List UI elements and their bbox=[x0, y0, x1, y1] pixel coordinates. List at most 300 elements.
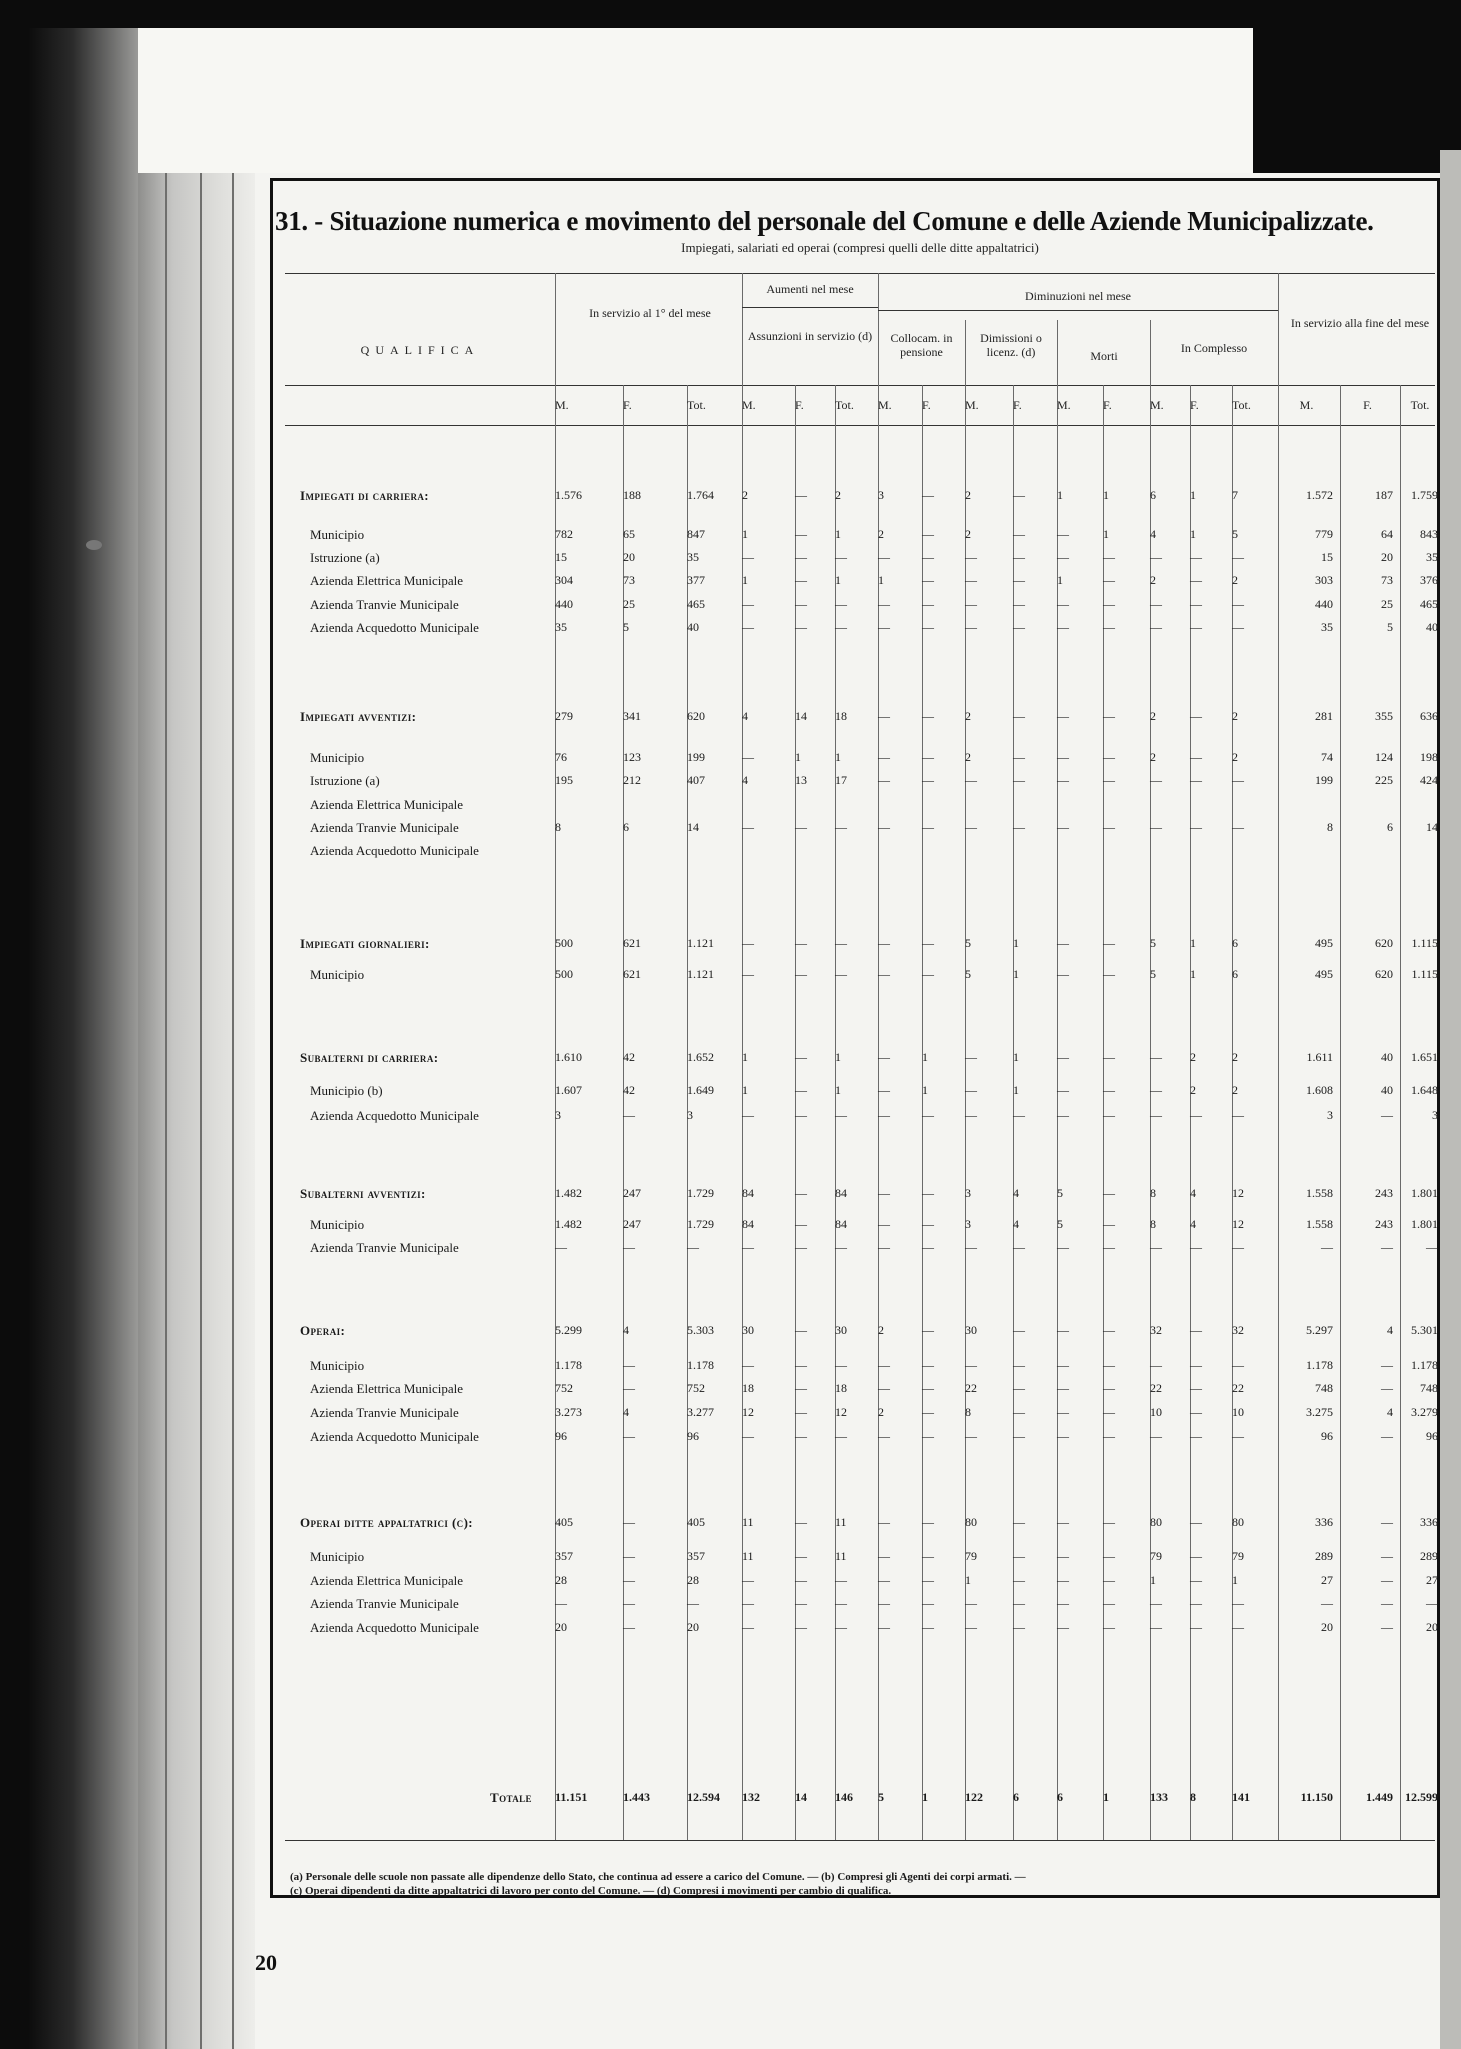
row-label: Azienda Elettrica Municipale bbox=[310, 573, 464, 588]
table-cell: 4 bbox=[1190, 1186, 1196, 1200]
row-label: Istruzione (a) bbox=[310, 550, 380, 565]
table-cell: — bbox=[1150, 1358, 1162, 1372]
table-cell: 3 bbox=[687, 1108, 693, 1122]
table-cell: — bbox=[965, 1108, 977, 1122]
table-cell: — bbox=[742, 1429, 754, 1443]
table-cell: 8 bbox=[965, 1405, 971, 1419]
table-cell: 20 bbox=[1321, 1620, 1333, 1634]
table-cell: — bbox=[965, 820, 977, 834]
table-cell: 405 bbox=[555, 1515, 573, 1529]
table-cell: — bbox=[1190, 1108, 1202, 1122]
table-cell: — bbox=[1057, 1573, 1069, 1587]
table-cell: — bbox=[1103, 1083, 1115, 1097]
table-cell: — bbox=[623, 1596, 635, 1610]
table-cell: 30 bbox=[965, 1323, 977, 1337]
table-cell: 3 bbox=[965, 1217, 971, 1231]
table-cell: 22 bbox=[965, 1381, 977, 1395]
header-bottom-rule bbox=[285, 425, 1435, 426]
table-cell: 225 bbox=[1375, 773, 1393, 787]
table-cell: 13 bbox=[795, 773, 807, 787]
totale-cell: 1 bbox=[1103, 1790, 1109, 1804]
table-cell: 1 bbox=[1190, 936, 1196, 950]
table-cell: — bbox=[1381, 1549, 1393, 1563]
table-cell: 1.764 bbox=[687, 488, 714, 502]
column-label: F. bbox=[1190, 398, 1199, 412]
table-cell: — bbox=[795, 1050, 807, 1064]
table-cell: — bbox=[623, 1381, 635, 1395]
table-cell: — bbox=[795, 597, 807, 611]
table-cell: 35 bbox=[1426, 550, 1438, 564]
table-cell: — bbox=[1057, 750, 1069, 764]
table-cell: 779 bbox=[1315, 527, 1333, 541]
scan-left-edge bbox=[28, 28, 138, 2049]
table-cell: — bbox=[1013, 1358, 1025, 1372]
table-cell: — bbox=[878, 1549, 890, 1563]
table-cell: — bbox=[878, 620, 890, 634]
table-cell: 2 bbox=[1232, 573, 1238, 587]
table-cell: 1.801 bbox=[1411, 1217, 1438, 1231]
table-cell: 79 bbox=[1150, 1549, 1162, 1563]
table-cell: — bbox=[623, 1549, 635, 1563]
table-cell: 1.729 bbox=[687, 1186, 714, 1200]
table-cell: 212 bbox=[623, 773, 641, 787]
table-row bbox=[0, 573, 1461, 593]
table-cell: — bbox=[1103, 550, 1115, 564]
table-cell: 336 bbox=[1420, 1515, 1438, 1529]
row-label: Azienda Acquedotto Municipale bbox=[310, 1620, 479, 1635]
table-cell: — bbox=[795, 1217, 807, 1231]
table-row bbox=[0, 1240, 1461, 1260]
table-cell: 3.277 bbox=[687, 1405, 714, 1419]
table-cell: — bbox=[1190, 1358, 1202, 1372]
table-cell: — bbox=[965, 1429, 977, 1443]
table-cell: 195 bbox=[555, 773, 573, 787]
table-cell: — bbox=[878, 967, 890, 981]
table-row bbox=[0, 750, 1461, 770]
table-cell: — bbox=[1232, 1358, 1244, 1372]
table-cell: 20 bbox=[623, 550, 635, 564]
table-cell: 2 bbox=[878, 1323, 884, 1337]
row-label: Azienda Acquedotto Municipale bbox=[310, 1429, 479, 1444]
table-cell: — bbox=[1150, 1620, 1162, 1634]
table-cell: — bbox=[1013, 1515, 1025, 1529]
table-cell: 12 bbox=[835, 1405, 847, 1419]
column-label: F. bbox=[623, 398, 632, 412]
table-cell: — bbox=[965, 550, 977, 564]
table-cell: — bbox=[1381, 1429, 1393, 1443]
table-cell: — bbox=[1150, 1240, 1162, 1254]
table-cell: 465 bbox=[1420, 597, 1438, 611]
column-label: M. bbox=[965, 398, 979, 412]
table-cell: — bbox=[1150, 773, 1162, 787]
table-cell: 1 bbox=[1190, 967, 1196, 981]
table-cell: 247 bbox=[623, 1217, 641, 1231]
table-cell: 1.649 bbox=[687, 1083, 714, 1097]
row-label: Azienda Tranvie Municipale bbox=[310, 597, 459, 612]
row-label: Azienda Elettrica Municipale bbox=[310, 1573, 464, 1588]
table-cell: 440 bbox=[1315, 597, 1333, 611]
table-row bbox=[0, 1186, 1461, 1206]
table-cell: — bbox=[1103, 936, 1115, 950]
table-cell: — bbox=[1013, 620, 1025, 634]
table-cell: — bbox=[922, 1549, 934, 1563]
table-row bbox=[0, 1217, 1461, 1237]
table-cell: 10 bbox=[1232, 1405, 1244, 1419]
table-cell: — bbox=[623, 1620, 635, 1634]
table-cell: 12 bbox=[742, 1405, 754, 1419]
table-cell: — bbox=[965, 773, 977, 787]
table-cell: — bbox=[1057, 967, 1069, 981]
table-cell: 28 bbox=[555, 1573, 567, 1587]
header-aumenti: Aumenti nel mese bbox=[766, 282, 854, 296]
table-cell: 28 bbox=[687, 1573, 699, 1587]
table-cell: 3 bbox=[555, 1108, 561, 1122]
table-cell: 355 bbox=[1375, 709, 1393, 723]
table-cell: — bbox=[922, 1186, 934, 1200]
table-row bbox=[0, 1083, 1461, 1103]
table-cell: — bbox=[1057, 1323, 1069, 1337]
table-cell: — bbox=[1426, 1240, 1438, 1254]
header-sub-rule bbox=[742, 307, 878, 308]
totale-cell: 122 bbox=[965, 1790, 983, 1804]
row-label: Municipio bbox=[310, 527, 365, 542]
table-cell: — bbox=[1190, 1620, 1202, 1634]
table-cell: 80 bbox=[1150, 1515, 1162, 1529]
table-cell: 6 bbox=[1150, 488, 1156, 502]
table-cell: — bbox=[835, 1620, 847, 1634]
table-cell: 25 bbox=[623, 597, 635, 611]
table-cell: 5.299 bbox=[555, 1323, 582, 1337]
table-cell: 304 bbox=[555, 573, 573, 587]
table-cell: — bbox=[795, 620, 807, 634]
table-cell: 32 bbox=[1232, 1323, 1244, 1337]
table-cell: — bbox=[922, 709, 934, 723]
table-cell: 500 bbox=[555, 936, 573, 950]
table-row bbox=[0, 1381, 1461, 1401]
table-cell: — bbox=[1013, 1240, 1025, 1254]
table-cell: — bbox=[1190, 820, 1202, 834]
table-cell: 40 bbox=[1381, 1083, 1393, 1097]
table-cell: — bbox=[1057, 820, 1069, 834]
table-cell: 2 bbox=[1232, 709, 1238, 723]
table-cell: 20 bbox=[1426, 1620, 1438, 1634]
table-cell: 5 bbox=[1232, 527, 1238, 541]
table-cell: — bbox=[1057, 620, 1069, 634]
header-mid-rule bbox=[285, 385, 1435, 386]
table-cell: 15 bbox=[555, 550, 567, 564]
table-cell: — bbox=[922, 1240, 934, 1254]
table-cell: 1.611 bbox=[1306, 1050, 1333, 1064]
table-cell: 32 bbox=[1150, 1323, 1162, 1337]
header-in-servizio-inizio: In servizio al 1° del mese bbox=[589, 306, 711, 320]
table-cell: — bbox=[623, 1429, 635, 1443]
table-cell: 495 bbox=[1315, 936, 1333, 950]
row-label: Azienda Acquedotto Municipale bbox=[310, 620, 479, 635]
table-cell: 124 bbox=[1375, 750, 1393, 764]
table-cell: 1.759 bbox=[1411, 488, 1438, 502]
table-cell: — bbox=[1190, 620, 1202, 634]
row-label: Impiegati di carriera: bbox=[300, 488, 430, 503]
footnotes bbox=[290, 1870, 1440, 1899]
table-cell: — bbox=[835, 1108, 847, 1122]
table-cell: 18 bbox=[835, 709, 847, 723]
table-cell: 1 bbox=[1232, 1573, 1238, 1587]
totale-cell: 6 bbox=[1057, 1790, 1063, 1804]
table-row bbox=[0, 488, 1461, 508]
row-label: Subalterni di carriera: bbox=[300, 1050, 439, 1065]
table-cell: 782 bbox=[555, 527, 573, 541]
table-row bbox=[0, 1108, 1461, 1128]
table-cell: — bbox=[623, 1358, 635, 1372]
table-cell: 2 bbox=[878, 527, 884, 541]
totale-cell: 12.594 bbox=[687, 1790, 720, 1804]
table-cell: — bbox=[922, 1358, 934, 1372]
table-cell: 336 bbox=[1315, 1515, 1333, 1529]
column-label: M. bbox=[1150, 398, 1164, 412]
table-cell: — bbox=[1381, 1620, 1393, 1634]
table-row bbox=[0, 936, 1461, 956]
table-cell: — bbox=[1103, 1381, 1115, 1395]
table-cell: — bbox=[878, 1596, 890, 1610]
table-cell: 5 bbox=[1150, 967, 1156, 981]
table-cell: 620 bbox=[1375, 967, 1393, 981]
totale-cell: 12.599 bbox=[1405, 1790, 1438, 1804]
table-cell: — bbox=[795, 1358, 807, 1372]
table-cell: — bbox=[795, 527, 807, 541]
table-cell: 5 bbox=[1387, 620, 1393, 634]
totale-cell: 11.150 bbox=[1300, 1790, 1333, 1804]
table-cell: — bbox=[1013, 1620, 1025, 1634]
table-cell: — bbox=[1013, 709, 1025, 723]
table-cell: 65 bbox=[623, 527, 635, 541]
table-cell: — bbox=[965, 597, 977, 611]
table-cell: 2 bbox=[1190, 1083, 1196, 1097]
table-cell: 198 bbox=[1420, 750, 1438, 764]
table-cell: — bbox=[1190, 1596, 1202, 1610]
table-cell: — bbox=[878, 1358, 890, 1372]
table-cell: — bbox=[795, 1108, 807, 1122]
table-cell: — bbox=[965, 1358, 977, 1372]
header-diminuzioni: Diminuzioni nel mese bbox=[1025, 289, 1131, 303]
table-cell: 2 bbox=[1150, 750, 1156, 764]
totale-cell: 8 bbox=[1190, 1790, 1196, 1804]
table-cell: — bbox=[1190, 1429, 1202, 1443]
row-label: Istruzione (a) bbox=[310, 773, 380, 788]
table-cell: 18 bbox=[835, 1381, 847, 1395]
table-cell: — bbox=[922, 936, 934, 950]
table-cell: 1 bbox=[742, 527, 748, 541]
header-in-complesso: In Complesso bbox=[1180, 341, 1248, 355]
table-cell: 636 bbox=[1420, 709, 1438, 723]
table-cell: — bbox=[1013, 750, 1025, 764]
table-cell: — bbox=[1232, 597, 1244, 611]
table-cell: — bbox=[742, 597, 754, 611]
table-cell: 4 bbox=[1150, 527, 1156, 541]
table-cell: — bbox=[922, 1429, 934, 1443]
table-cell: 1.115 bbox=[1411, 967, 1438, 981]
table-cell: 5 bbox=[623, 620, 629, 634]
table-cell: 243 bbox=[1375, 1217, 1393, 1231]
table-cell: — bbox=[1381, 1573, 1393, 1587]
table-cell: — bbox=[1150, 820, 1162, 834]
table-cell: — bbox=[555, 1240, 567, 1254]
table-cell: 465 bbox=[687, 597, 705, 611]
table-cell: — bbox=[1190, 709, 1202, 723]
table-cell: 17 bbox=[835, 773, 847, 787]
table-cell: — bbox=[922, 1217, 934, 1231]
table-cell: — bbox=[1103, 573, 1115, 587]
table-cell: — bbox=[623, 1573, 635, 1587]
table-cell: 1.610 bbox=[555, 1050, 582, 1064]
table-cell: — bbox=[922, 750, 934, 764]
table-cell: 5.297 bbox=[1306, 1323, 1333, 1337]
row-label: Subalterni avventizi: bbox=[300, 1186, 426, 1201]
table-cell: — bbox=[742, 1240, 754, 1254]
table-cell: 8 bbox=[1150, 1217, 1156, 1231]
table-cell: — bbox=[878, 820, 890, 834]
table-cell: 1.608 bbox=[1306, 1083, 1333, 1097]
table-cell: 620 bbox=[1375, 936, 1393, 950]
table-cell: 4 bbox=[623, 1323, 629, 1337]
header-sub-rule bbox=[878, 310, 1278, 311]
table-cell: 376 bbox=[1420, 573, 1438, 587]
table-cell: — bbox=[1103, 750, 1115, 764]
row-label: Azienda Tranvie Municipale bbox=[310, 1240, 459, 1255]
table-cell: — bbox=[1013, 1573, 1025, 1587]
table-cell: — bbox=[1190, 550, 1202, 564]
totale-cell: 133 bbox=[1150, 1790, 1168, 1804]
table-cell: 80 bbox=[965, 1515, 977, 1529]
table-row bbox=[0, 1596, 1461, 1616]
table-cell: — bbox=[922, 967, 934, 981]
table-cell: — bbox=[1150, 1596, 1162, 1610]
table-cell: 76 bbox=[555, 750, 567, 764]
table-cell: — bbox=[1057, 1405, 1069, 1419]
table-cell: 40 bbox=[1381, 1050, 1393, 1064]
table-cell: 79 bbox=[965, 1549, 977, 1563]
table-cell: — bbox=[1103, 1515, 1115, 1529]
table-row bbox=[0, 1323, 1461, 1343]
table-cell: — bbox=[922, 550, 934, 564]
table-cell: — bbox=[1103, 773, 1115, 787]
table-cell: 20 bbox=[555, 1620, 567, 1634]
table-cell: — bbox=[1013, 1596, 1025, 1610]
header-top-rule bbox=[285, 273, 1435, 274]
table-cell: 80 bbox=[1232, 1515, 1244, 1529]
table-cell: — bbox=[922, 773, 934, 787]
table-cell: — bbox=[922, 1515, 934, 1529]
totale-cell: 11.151 bbox=[555, 1790, 588, 1804]
table-cell: — bbox=[965, 1596, 977, 1610]
table-cell: 1.652 bbox=[687, 1050, 714, 1064]
table-cell: — bbox=[1150, 1083, 1162, 1097]
table-cell: 123 bbox=[623, 750, 641, 764]
row-label: Impiegati avventizi: bbox=[300, 709, 417, 724]
table-cell: 2 bbox=[1150, 709, 1156, 723]
table-cell: — bbox=[1150, 1429, 1162, 1443]
table-cell: — bbox=[1103, 1050, 1115, 1064]
table-cell: — bbox=[742, 1358, 754, 1372]
table-cell: 11 bbox=[742, 1515, 754, 1529]
table-cell: — bbox=[1190, 750, 1202, 764]
footnote-line: (a) Personale delle scuole non passate alle dipendenze dello Stato, che continua ad essere a carico del Comune. — (b) Compresi gli Agenti dei corpi armati. — bbox=[290, 1871, 1026, 1883]
table-cell: 1.178 bbox=[1411, 1358, 1438, 1372]
table-cell: — bbox=[1103, 820, 1115, 834]
footnote-line: (c) Operai dipendenti da ditte appaltatrici di lavoro per conto del Comune. — (d) Compresi i movimenti per cambio di qualifica. bbox=[290, 1885, 892, 1898]
table-cell: — bbox=[1057, 936, 1069, 950]
row-label: Municipio bbox=[310, 1549, 365, 1564]
table-cell: 1 bbox=[1013, 1050, 1019, 1064]
table-cell: 1 bbox=[878, 573, 884, 587]
table-cell: — bbox=[795, 1186, 807, 1200]
table-cell: 2 bbox=[1190, 1050, 1196, 1064]
table-cell: — bbox=[795, 1323, 807, 1337]
table-cell: 1.648 bbox=[1411, 1083, 1438, 1097]
table-cell: — bbox=[1057, 1596, 1069, 1610]
table-cell: — bbox=[835, 597, 847, 611]
table-cell: 2 bbox=[742, 488, 748, 502]
table-cell: — bbox=[623, 1515, 635, 1529]
table-cell: — bbox=[1150, 1108, 1162, 1122]
table-cell: 1 bbox=[1190, 527, 1196, 541]
row-label: Operai: bbox=[300, 1323, 346, 1338]
table-cell: — bbox=[1103, 1596, 1115, 1610]
row-label: Impiegati giornalieri: bbox=[300, 936, 430, 951]
table-cell: 3 bbox=[1432, 1108, 1438, 1122]
table-cell: — bbox=[835, 550, 847, 564]
table-cell: 1.121 bbox=[687, 936, 714, 950]
table-cell: — bbox=[1190, 597, 1202, 611]
table-cell: — bbox=[1057, 1381, 1069, 1395]
table-cell: — bbox=[922, 1596, 934, 1610]
table-row bbox=[0, 1050, 1461, 1070]
table-cell: — bbox=[878, 1429, 890, 1443]
scan-top-margin bbox=[28, 28, 1253, 173]
table-cell: 1.576 bbox=[555, 488, 582, 502]
table-cell: 1 bbox=[1057, 573, 1063, 587]
table-cell: — bbox=[878, 936, 890, 950]
table-cell: 1.607 bbox=[555, 1083, 582, 1097]
table-cell: 4 bbox=[1387, 1323, 1393, 1337]
row-label: Azienda Tranvie Municipale bbox=[310, 1596, 459, 1611]
table-cell: 843 bbox=[1420, 527, 1438, 541]
table-cell: 1.178 bbox=[555, 1358, 582, 1372]
table-cell: — bbox=[742, 750, 754, 764]
column-label: F. bbox=[795, 398, 804, 412]
table-cell: 5 bbox=[1057, 1217, 1063, 1231]
table-cell: 96 bbox=[1426, 1429, 1438, 1443]
table-cell: — bbox=[878, 1573, 890, 1587]
table-cell: — bbox=[1321, 1596, 1333, 1610]
totale-cell: 5 bbox=[878, 1790, 884, 1804]
table-cell: — bbox=[1103, 620, 1115, 634]
table-cell: 6 bbox=[1387, 820, 1393, 834]
header-dimissioni: Dimissioni o licenz. (d) bbox=[980, 331, 1042, 359]
table-cell: 3 bbox=[1327, 1108, 1333, 1122]
table-cell: 12 bbox=[1232, 1186, 1244, 1200]
table-cell: 1 bbox=[922, 1083, 928, 1097]
table-cell: — bbox=[795, 550, 807, 564]
table-cell: — bbox=[1013, 527, 1025, 541]
table-cell: 84 bbox=[835, 1186, 847, 1200]
table-cell: — bbox=[1381, 1381, 1393, 1395]
column-label: Tot. bbox=[835, 398, 854, 412]
table-cell: — bbox=[795, 1596, 807, 1610]
table-cell: — bbox=[795, 1240, 807, 1254]
table-cell: — bbox=[1103, 1549, 1115, 1563]
table-cell: — bbox=[795, 967, 807, 981]
table-cell: 84 bbox=[742, 1186, 754, 1200]
